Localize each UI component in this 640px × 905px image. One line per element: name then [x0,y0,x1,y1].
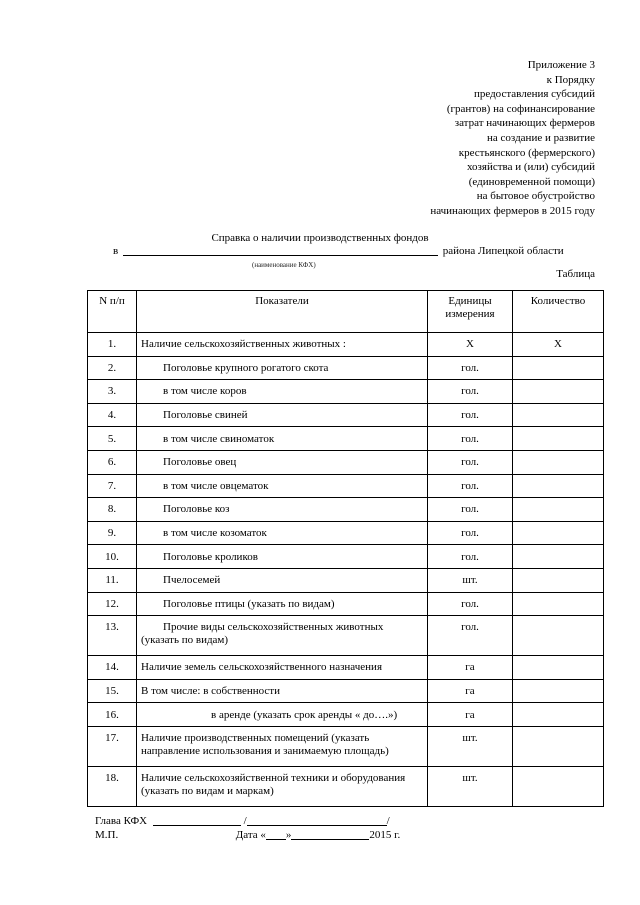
table-row [88,545,604,569]
row-qty[interactable] [513,592,604,616]
row-num: 16. [88,703,137,727]
row-unit: гол. [428,356,513,380]
appendix-reference [335,58,595,219]
row-qty[interactable] [513,766,604,806]
row-unit: гол. [428,380,513,404]
row-unit: гол. [428,616,513,656]
row-label: Наличие сельскохозяйственной техники и оборудования (указать по видам и маркам) [137,766,428,806]
row-qty[interactable] [513,450,604,474]
row-label: в том числе овцематок [137,474,428,498]
date-mid: » [285,829,292,841]
row-num: 17. [88,726,137,766]
row-num: 8. [88,498,137,522]
row-label [137,616,428,656]
row-unit: гол. [428,474,513,498]
row-unit: га [428,656,513,680]
row-unit: гол. [428,545,513,569]
row-num: 6. [88,450,137,474]
table-row [88,521,604,545]
row-label: Наличие производственных помещений (указать направление использования и занимаемую площадь) [137,726,428,766]
appendix-line: крестьянского (фермерского) [458,146,595,159]
head-label: Глава КФХ [95,815,148,827]
name-blank[interactable] [247,815,387,826]
row-unit: шт. [428,766,513,806]
row-qty[interactable] [513,521,604,545]
row-num: 10. [88,545,137,569]
region-prefix: в [113,245,119,257]
row-num: 12. [88,592,137,616]
table-row [88,427,604,451]
table-row [88,333,604,357]
table-row [88,656,604,680]
month-blank[interactable] [291,829,369,840]
day-blank[interactable] [266,829,286,840]
row-label: Пчелосемей [137,568,428,592]
row-qty[interactable] [513,427,604,451]
row-unit: га [428,703,513,727]
row-label: в аренде (указать срок аренды « до….») [137,703,428,727]
row-unit: шт. [428,726,513,766]
table-row [88,592,604,616]
appendix-line: затрат начинающих фермеров [454,117,595,130]
row-num: 11. [88,568,137,592]
table-row [88,474,604,498]
appendix-line: на бытовое обустройство [476,190,595,203]
row-qty[interactable]: Х [513,333,604,357]
row-label: Наличие земель сельскохозяйственного назначения [137,656,428,680]
header-qty: Количество [513,291,604,333]
header-indicator: Показатели [137,291,428,333]
table-row [88,726,604,766]
table-row [88,568,604,592]
row-unit: гол. [428,403,513,427]
row-unit: гол. [428,427,513,451]
signature-slash: / [243,815,247,827]
row-label: в том числе свиноматок [137,427,428,451]
row-qty[interactable] [513,356,604,380]
row-label: Поголовье кроликов [137,545,428,569]
row-num: 5. [88,427,137,451]
region-line [113,245,583,257]
appendix-line: начинающих фермеров в 2015 году [430,204,595,217]
row-label: Поголовье овец [137,450,428,474]
date-label: Дата « [235,829,266,841]
row-label: в том числе козоматок [137,521,428,545]
appendix-line: на создание и развитие [487,131,595,144]
appendix-line: к Порядку [546,73,595,86]
row-num: 18. [88,766,137,806]
row-unit: Х [428,333,513,357]
appendix-line: хозяйства и (или) субсидий [466,161,595,174]
appendix-line: (единовременной помощи) [468,175,595,188]
document-title: Справка о наличии производственных фондов [211,232,429,244]
row-unit: шт. [428,568,513,592]
row-unit: гол. [428,521,513,545]
row-qty[interactable] [513,726,604,766]
row-label: Поголовье птицы (указать по видам) [137,592,428,616]
row-num: 4. [88,403,137,427]
row-unit: га [428,679,513,703]
date-line [95,829,400,841]
row-qty[interactable] [513,616,604,656]
region-suffix: района Липецкой области [442,245,564,257]
row-label: Поголовье свиней [137,403,428,427]
table-row [88,766,604,806]
row-qty[interactable] [513,703,604,727]
row-qty[interactable] [513,403,604,427]
row-qty[interactable] [513,656,604,680]
table-row [88,703,604,727]
table-label: Таблица [556,268,595,280]
farm-name-blank[interactable] [123,245,438,256]
row-label: Наличие сельскохозяйственных животных : [137,333,428,357]
row-label-text: Прочие виды сельскохозяйственных животных (указать по видам) [141,621,384,647]
row-num: 14. [88,656,137,680]
appendix-line: Приложение 3 [527,59,595,71]
assets-table [87,290,604,807]
row-qty[interactable] [513,474,604,498]
header-num: N п/п [88,291,137,333]
table-row [88,403,604,427]
row-label: Поголовье коз [137,498,428,522]
table-row [88,356,604,380]
table-header-row [88,291,604,333]
row-num: 1. [88,333,137,357]
table-row [88,616,604,656]
appendix-line: (грантов) на софинансирование [446,102,595,115]
row-label: в том числе коров [137,380,428,404]
appendix-line: предоставления субсидий [473,88,595,101]
seal-label: М.П. [95,829,119,841]
row-num: 3. [88,380,137,404]
table-row [88,679,604,703]
table-row [88,450,604,474]
date-year: 2015 г. [369,829,401,841]
row-num: 15. [88,679,137,703]
row-num: 9. [88,521,137,545]
row-unit: гол. [428,592,513,616]
table-row [88,380,604,404]
row-qty[interactable] [513,568,604,592]
row-qty[interactable] [513,679,604,703]
row-label: Поголовье крупного рогатого скота [137,356,428,380]
row-num: 7. [88,474,137,498]
row-num: 2. [88,356,137,380]
signature-blank[interactable] [153,815,241,826]
row-qty[interactable] [513,545,604,569]
row-unit: гол. [428,450,513,474]
table-row [88,498,604,522]
row-label: В том числе: в собственности [137,679,428,703]
signature-line [95,815,390,827]
row-qty[interactable] [513,380,604,404]
signature-slash-end: / [386,815,390,827]
row-qty[interactable] [513,498,604,522]
row-num: 13. [88,616,137,656]
farm-name-caption: (наименование КФХ) [252,261,316,269]
header-units: Единицы измерения [428,291,513,333]
row-unit: гол. [428,498,513,522]
